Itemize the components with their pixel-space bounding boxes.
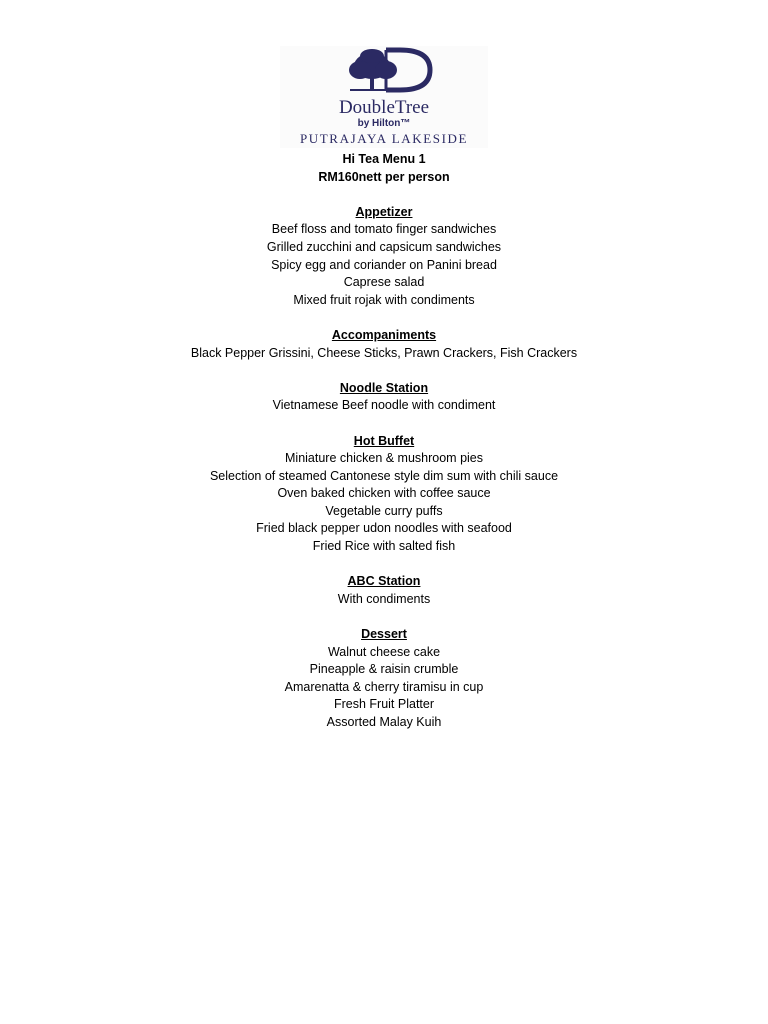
section-noodle-station [0,380,768,415]
section-hot-buffet [0,433,768,556]
menu-item: Oven baked chicken with coffee sauce [277,486,491,501]
section-heading: Noodle Station [339,380,429,395]
menu-item: Pineapple & raisin crumble [309,662,459,677]
menu-item: Fried black pepper udon noodles with seafood [256,521,512,536]
menu-item: Fried Rice with salted fish [312,539,456,554]
section-heading: Accompaniments [331,327,437,342]
section-accompaniments [0,327,768,362]
menu-item: Fresh Fruit Platter [333,697,435,712]
menu-item: Selection of steamed Cantonese style dim sum with chili sauce [209,468,559,483]
menu-item: Amarenatta & cherry tiramisu in cup [284,679,484,694]
menu-item: Miniature chicken & mushroom pies [285,451,483,466]
menu-item: Grilled zucchini and capsicum sandwiches [266,239,502,254]
section-dessert [0,626,768,732]
logo-brand-name: DoubleTree [338,97,430,118]
section-heading: ABC Station [347,574,421,589]
section-heading: Appetizer [355,204,413,219]
menu-item: Vietnamese Beef noodle with condiment [272,398,496,413]
tree-icon [349,49,397,91]
menu-item: Vegetable curry puffs [325,503,443,518]
doubletree-logo-graphic [280,46,488,148]
menu-item: Walnut cheese cake [327,644,441,659]
menu-item: Caprese salad [343,275,425,290]
menu-item: Assorted Malay Kuih [326,715,442,729]
section-heading: Dessert [361,627,407,642]
hotel-logo [280,46,488,148]
menu-document [0,151,768,732]
menu-item: With condiments [337,591,431,606]
menu-item: Mixed fruit rojak with condiments [293,292,475,307]
menu-title: Hi Tea Menu 1 [342,152,426,166]
section-heading: Hot Buffet [353,433,415,448]
menu-item: Beef floss and tomato finger sandwiches [271,222,497,237]
section-abc-station [0,573,768,608]
logo-location: PUTRAJAYA LAKESIDE [299,131,469,146]
menu-price: RM160nett per person [318,169,450,184]
logo-by-hilton: by Hilton™ [357,118,411,129]
menu-item: Black Pepper Grissini, Cheese Sticks, Prawn Crackers, Fish Crackers [190,345,578,360]
section-appetizer [0,204,768,310]
menu-item: Spicy egg and coriander on Panini bread [271,257,497,272]
